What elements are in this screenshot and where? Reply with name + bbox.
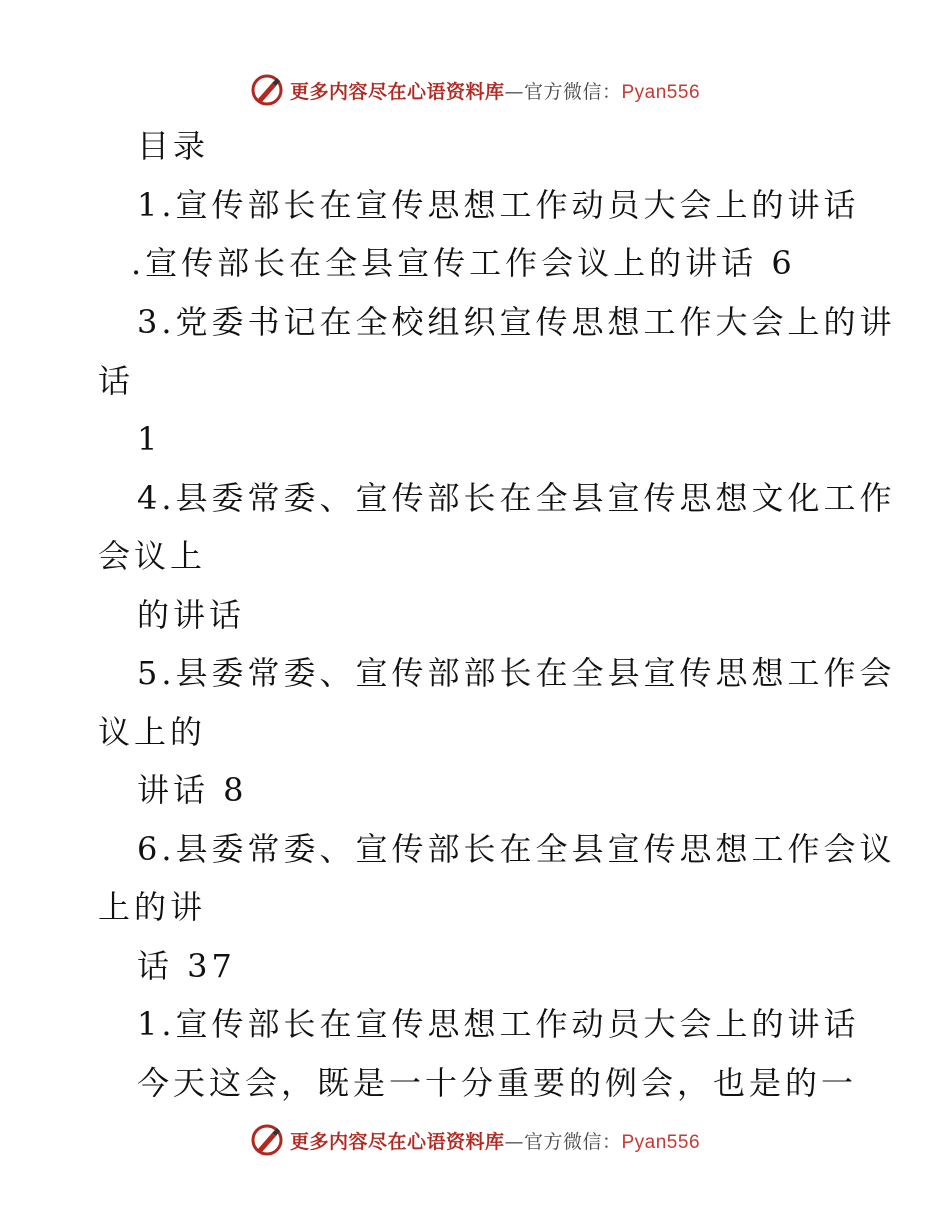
toc-entry-2: .宣传部长在全县宣传工作会议上的讲话 6: [131, 244, 796, 282]
watermark-footer: [0, 1120, 950, 1160]
toc-entry-4: 4.县委常委、宣传部长在全县宣传思想文化工作: [137, 479, 896, 517]
toc-entry-5: 5.县委常委、宣传部部长在全县宣传思想工作会: [137, 654, 896, 692]
toc-entry-4-cont2: 的讲话: [137, 596, 246, 634]
toc-heading: 目录: [137, 127, 210, 165]
pen-logo-icon: [250, 73, 284, 107]
toc-entry-3-cont: 话: [98, 362, 135, 400]
toc-entry-6-cont: 上的讲: [98, 888, 207, 926]
toc-entry-6: 6.县委常委、宣传部长在全县宣传思想工作会议: [137, 830, 896, 868]
watermark-text: 更多内容尽在心语资料库—官方微信：Pyan556: [289, 1130, 701, 1153]
toc-entry-1: 1.宣传部长在宣传思想工作动员大会上的讲话: [137, 186, 860, 224]
section-heading-1: 1.宣传部长在宣传思想工作动员大会上的讲话: [137, 1005, 860, 1043]
pen-logo-icon: [250, 1123, 284, 1157]
toc-entry-3: 3.党委书记在全校组织宣传思想工作大会上的讲: [137, 303, 896, 341]
toc-entry-5-cont: 议上的: [98, 713, 207, 751]
toc-entry-3-page: 1: [137, 420, 162, 458]
toc-entry-5-cont2: 讲话 8: [137, 771, 248, 809]
watermark-header: [0, 70, 950, 110]
body-paragraph-start: 今天这会，既是一十分重要的例会，也是的一: [137, 1064, 858, 1102]
toc-entry-6-cont2: 话 37: [137, 947, 236, 985]
watermark-text: 更多内容尽在心语资料库—官方微信：Pyan556: [289, 80, 701, 103]
toc-entry-4-cont: 会议上: [98, 537, 207, 575]
